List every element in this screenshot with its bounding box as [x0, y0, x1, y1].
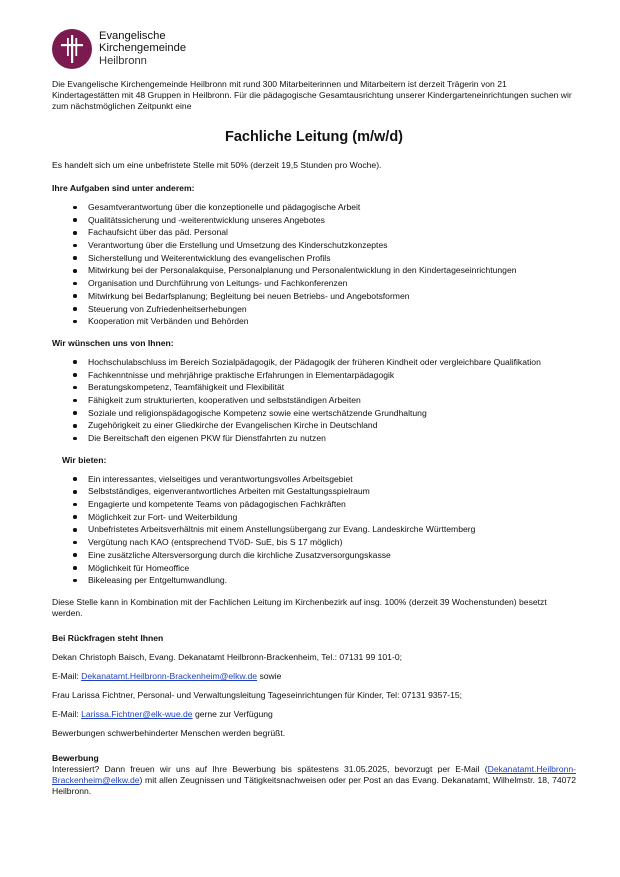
tasks-item: Kooperation mit Verbänden und Behörden [52, 315, 576, 328]
tasks-item: Organisation und Durchführung von Leitungs- und Fachkonferenzen [52, 277, 576, 290]
tasks-item: Gesamtverantwortung über die konzeptionelle und pädagogische Arbeit [52, 201, 576, 214]
wishes-item: Fachkenntnisse und mehrjährige praktische Erfahrungen in Elementarpädagogik [52, 369, 576, 382]
position-note: Es handelt sich um eine unbefristete Stelle mit 50% (derzeit 19,5 Stunden pro Woche). [52, 160, 382, 170]
contact-email-line-2 [52, 709, 576, 720]
logo-line-3: Heilbronn [99, 54, 147, 67]
email-suffix-1: sowie [257, 670, 282, 681]
tasks-item: Qualitätssicherung und -weiterentwicklung unseres Angebotes [52, 214, 576, 227]
wishes-item: Soziale und religionspädagogische Kompetenz sowie eine wertschätzende Grundhaltung [52, 407, 576, 420]
offers-item: Möglichkeit für Homeoffice [52, 562, 576, 575]
offers-item: Engagierte und kompetente Teams von pädagogischen Fachkräften [52, 498, 576, 511]
wishes-list [52, 356, 576, 445]
email-label-1: E-Mail: [52, 670, 82, 681]
tasks-item: Steuerung von Zufriedenheitserhebungen [52, 303, 576, 316]
offers-heading: Wir bieten: [62, 454, 107, 465]
contact-person-1: Dekan Christoph Baisch, Evang. Dekanatamt Heilbronn-Brackenheim, Tel.: 07131 99 101-0; [52, 651, 402, 662]
wishes-heading: Wir wünschen uns von Ihnen: [52, 337, 174, 348]
tasks-item: Fachaufsicht über das päd. Personal [52, 226, 576, 239]
job-posting [52, 79, 576, 797]
tasks-item: Verantwortung über die Erstellung und Umsetzung des Kinderschutzkonzeptes [52, 239, 576, 252]
email-suffix-2: gerne zur Verfügung [192, 708, 273, 719]
offers-list [52, 473, 576, 587]
logo-line-2: Kirchengemeinde [99, 42, 187, 55]
church-logo [52, 29, 222, 69]
logo-line-1: Evangelische [99, 30, 166, 42]
contact-heading: Bei Rückfragen steht Ihnen [52, 632, 164, 643]
application-email-link[interactable]: Dekanatamt.Heilbronn-Brackenheim@elkw.de [52, 763, 576, 785]
application-text-before: Interessiert? Dann freuen wir uns auf Ihre Bewerbung bis spätestens 31.05.2025, bevorzugt per E-Mail ( [52, 763, 488, 774]
offers-item: Möglichkeit zur Fort- und Weiterbildung [52, 511, 576, 524]
disability-note: Bewerbungen schwerbehinderter Menschen werden begrüßt. [52, 727, 286, 738]
email-link-dekanatamt[interactable]: Dekanatamt.Heilbronn-Brackenheim@elkw.de [81, 670, 258, 681]
combination-paragraph: Diese Stelle kann in Kombination mit der Fachlichen Leitung im Kirchenbezirk auf insg. 100% (derzeit 39 Wochenstunden) besetzt werden. [52, 596, 547, 618]
wishes-item: Die Bereitschaft den eigenen PKW für Dienstfahrten zu nutzen [52, 432, 576, 445]
offers-item: Selbstständiges, eigenverantwortliches Arbeiten mit Gestaltungsspielraum [52, 485, 576, 498]
application-paragraph [52, 764, 576, 797]
email-link-fichtner[interactable]: Larissa.Fichtner@elk-wue.de [81, 708, 193, 719]
offers-item: Eine zusätzliche Altersversorgung durch die kirchliche Zusatzversorgungskasse [52, 549, 576, 562]
offers-item: Bikeleasing per Entgeltumwandlung. [52, 574, 576, 587]
tasks-list [52, 201, 576, 328]
application-text-after: ) mit allen Zeugnissen und Tätigkeitsnachweisen oder per Post an das Evang. Dekanatamt, Wilhelmstr. 18, 74072 Heilbronn. [52, 774, 576, 796]
tasks-item: Sicherstellung und Weiterentwicklung des evangelischen Profils [52, 252, 576, 265]
wishes-item: Hochschulabschluss im Bereich Sozialpädagogik, der Pädagogik der früheren Kindheit oder vergleichbare Qualifikation [52, 356, 576, 369]
tasks-heading: Ihre Aufgaben sind unter anderem: [52, 183, 195, 193]
contact-email-line-1 [52, 671, 576, 682]
tasks-item: Mitwirkung bei Bedarfsplanung; Begleitung bei neuen Betriebs- und Angebotsformen [52, 290, 576, 303]
application-heading: Bewerbung [52, 752, 99, 763]
wishes-item: Fähigkeit zum strukturierten, kooperativen und selbstständigen Arbeiten [52, 394, 576, 407]
intro-paragraph: Die Evangelische Kirchengemeinde Heilbronn mit rund 300 Mitarbeiterinnen und Mitarbeitern ist derzeit Trägerin von 21 Kindertagestätten mit 48 Gruppen in Heilbronn. Für die pädagogische Gesamtausrichtung unserer Kindergarteneinrichtungen suchen wir zum nächstmöglichen Zeitpunkt eine [52, 79, 572, 111]
email-label-2: E-Mail: [52, 708, 82, 719]
logo-wordmark [99, 30, 186, 67]
tasks-item: Mitwirkung bei der Personalakquise, Personalplanung und Personalentwicklung in den Kindertageseinrichtungen [52, 264, 576, 277]
offers-item: Vergütung nach KAO (entsprechend TVöD- SuE, bis S 17 möglich) [52, 536, 576, 549]
wishes-item: Beratungskompetenz, Teamfähigkeit und Flexibilität [52, 381, 576, 394]
job-title: Fachliche Leitung (m/w/d) [224, 129, 404, 145]
offers-item: Unbefristetes Arbeitsverhältnis mit einem Anstellungsübergang zur Evang. Landeskirche Württemberg [52, 523, 576, 536]
contact-person-2: Frau Larissa Fichtner, Personal- und Verwaltungsleitung Tageseinrichtungen für Kinder, Tel: 07131 9357-15; [52, 689, 463, 700]
wishes-item: Zugehörigkeit zu einer Gliedkirche der Evangelischen Kirche in Deutschland [52, 419, 576, 432]
offers-item: Ein interessantes, vielseitiges und verantwortungsvolles Arbeitsgebiet [52, 473, 576, 486]
cross-logo-icon [52, 29, 92, 69]
